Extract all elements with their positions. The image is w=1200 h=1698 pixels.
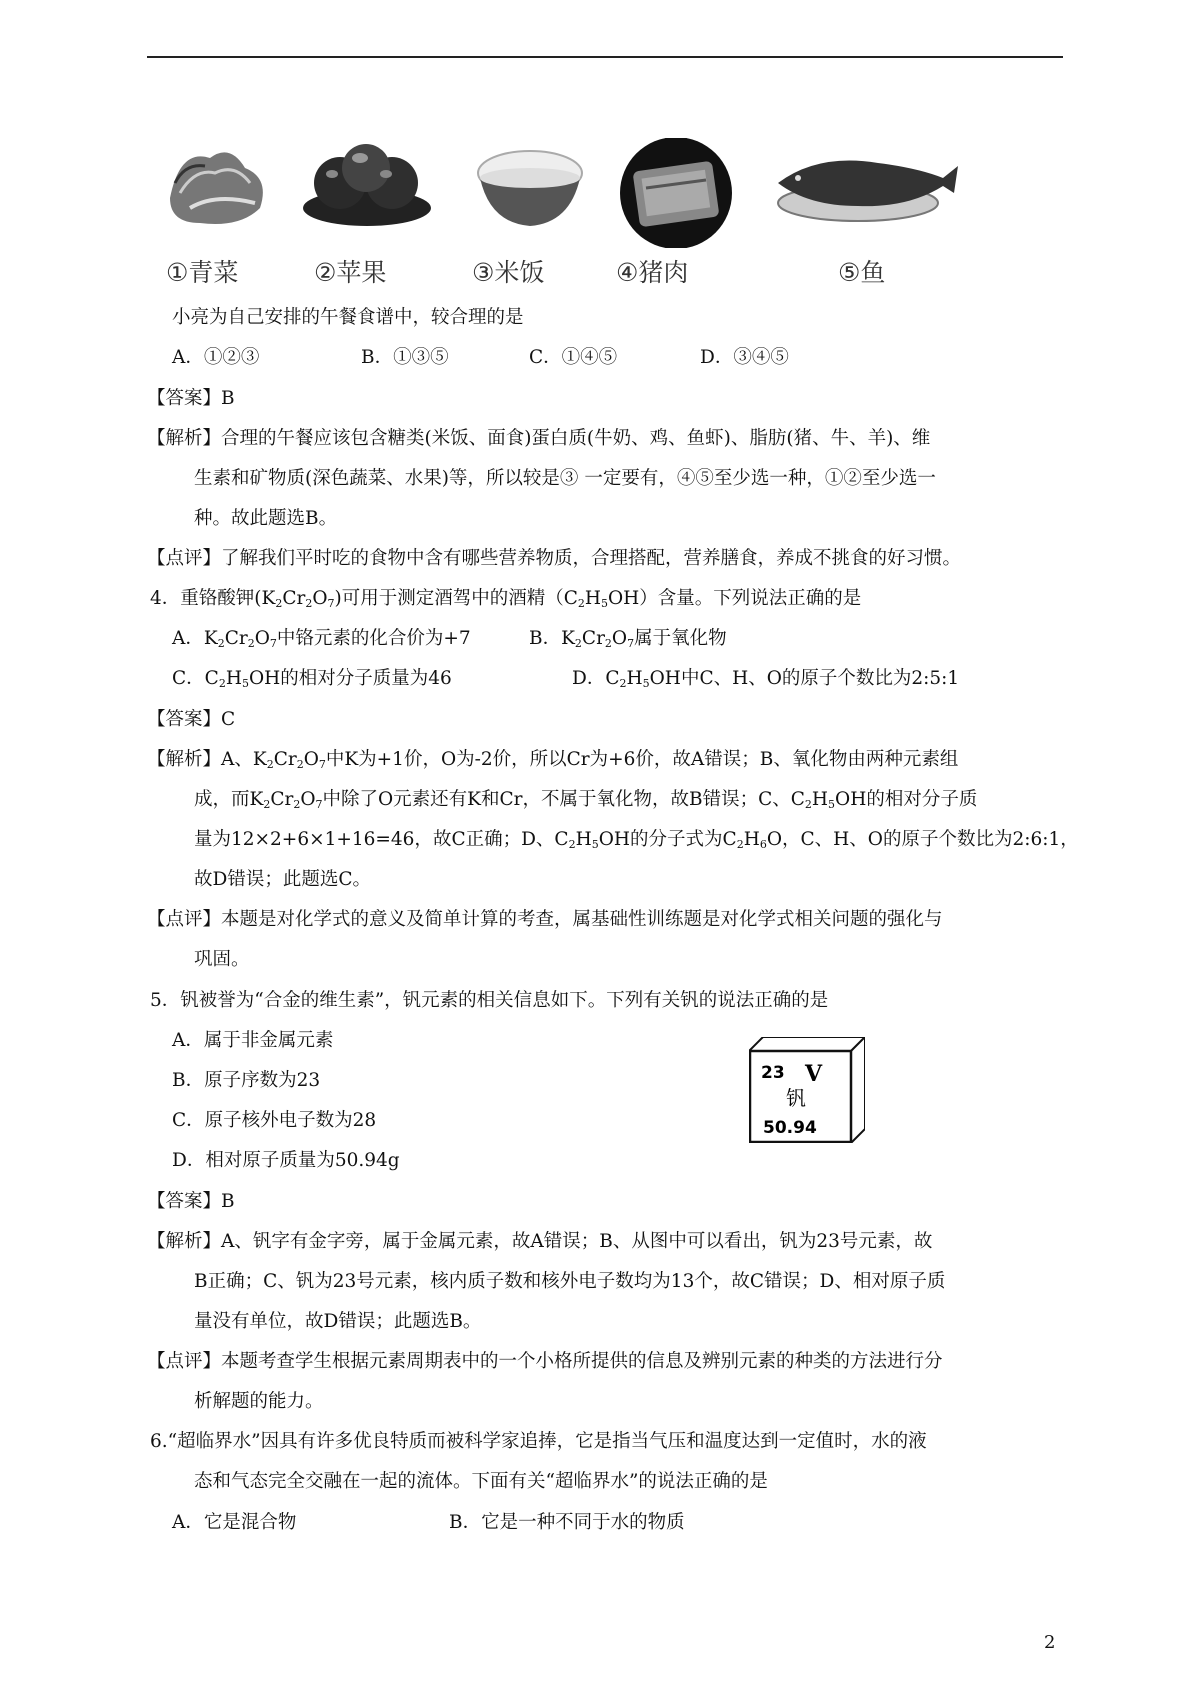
q5-stem: 5．钒被誉为“合金的维生素”，钒元素的相关信息如下。下列有关钒的说法正确的是 <box>150 990 829 1011</box>
q5-option-c: C．原子核外电子数为28 <box>172 1110 377 1131</box>
vanadium-element-box <box>749 1037 865 1143</box>
q4-option-d: D．$C_2H_5OH$中C、H、O的原子个数比为2:5:1 <box>572 668 960 690</box>
q4-analysis-line-2: 成，而$K_2Cr_2O_7$中除了O元素还有K和Cr，不属于氧化物，故B错误；C、$C_2H_5OH$的相对分子质 <box>194 789 978 811</box>
q5-option-d: D．相对原子质量为50.94g <box>172 1150 400 1171</box>
q3-option-a: A．①②③ <box>172 347 260 368</box>
q3-comment: 【点评】了解我们平时吃的食物中含有哪些营养物质，合理搭配，营养膳食，养成不挑食的好习惯。 <box>147 548 962 569</box>
q5-comment-line-2: 析解题的能力。 <box>194 1391 324 1412</box>
apples-icon <box>300 138 435 287</box>
q4-analysis-line-4: 故D错误；此题选C。 <box>194 869 371 890</box>
q3-answer: 【答案】B <box>147 388 235 409</box>
q3-stem: 小亮为自己安排的午餐食谱中，较合理的是 <box>172 307 524 328</box>
q6-stem-line-2: 态和气态完全交融在一起的流体。下面有关“超临界水”的说法正确的是 <box>194 1471 768 1492</box>
food-picture-row <box>160 138 1060 298</box>
q5-analysis-line-3: 量没有单位，故D错误；此题选B。 <box>194 1311 482 1332</box>
q3-option-d: D．③④⑤ <box>700 347 789 368</box>
element-mass: 50.94 <box>763 1118 817 1138</box>
q3-analysis-line-3: 种。故此题选B。 <box>194 508 338 529</box>
q5-option-b: B．原子序数为23 <box>172 1070 321 1091</box>
q5-option-a: A．属于非金属元素 <box>172 1030 334 1051</box>
q4-comment-line-1: 【点评】本题是对化学式的意义及简单计算的考查，属基础性训练题是对化学式相关问题的强化与 <box>147 909 943 930</box>
q3-analysis-line-1: 【解析】合理的午餐应该包含糖类(米饭、面食)蛋白质(牛奶、鸡、鱼虾)、脂肪(猪、牛、羊)、维 <box>147 428 931 449</box>
q3-option-c: C．①④⑤ <box>529 347 618 368</box>
page-number: 2 <box>1044 1632 1056 1653</box>
q5-analysis-line-1: 【解析】A、钒字有金字旁，属于金属元素，故A错误；B、从图中可以看出，钒为23号元素，故 <box>147 1231 933 1252</box>
q3-option-b: B．①③⑤ <box>361 347 449 368</box>
q4-analysis-line-3: 量为12×2+6×1+16=46，故C正确；D、$C_2H_5OH$的分子式为$C_2H_6O$，C、H、O的原子个数比为2:6:1， <box>194 829 1079 851</box>
q6-option-b: B．它是一种不同于水的物质 <box>449 1512 685 1533</box>
element-symbol: V <box>805 1061 823 1087</box>
q4-comment-line-2: 巩固。 <box>194 949 250 970</box>
q4-option-a: A．$K_2Cr_2O_7$中铬元素的化合价为+7 <box>172 628 471 650</box>
q4-analysis-line-1: 【解析】A、$K_2Cr_2O_7$中K为+1价，O为-2价，所以Cr为+6价，故A错误；B、氧化物由两种元素组 <box>147 749 959 771</box>
food-label-pork: ④猪肉 <box>616 258 689 287</box>
food-label-fish: ⑤鱼 <box>838 258 886 287</box>
pork-icon <box>616 138 736 287</box>
q4-answer: 【答案】C <box>147 709 236 730</box>
q5-answer: 【答案】B <box>147 1191 235 1212</box>
q4-stem: 4．重铬酸钾$(K_2Cr_2O_7)$可用于测定酒驾中的酒精$(C_2H_5OH)$含量。下列说法正确的是 <box>150 588 862 610</box>
element-number: 23 <box>761 1063 785 1083</box>
food-label-greens: ①青菜 <box>166 258 239 287</box>
q5-comment-line-1: 【点评】本题考查学生根据元素周期表中的一个小格所提供的信息及辨别元素的种类的方法进行分 <box>147 1351 943 1372</box>
q4-option-b: B．$K_2Cr_2O_7$属于氧化物 <box>529 628 727 650</box>
rice-bowl-icon <box>470 138 590 287</box>
fish-icon <box>758 138 958 287</box>
greens-icon <box>160 138 275 287</box>
q3-analysis-line-2: 生素和矿物质(深色蔬菜、水果)等，所以较是③ 一定要有，④⑤至少选一种，①②至少选一 <box>194 468 936 489</box>
q6-stem-line-1: 6.“超临界水”因具有许多优良特质而被科学家追捧，它是指当气压和温度达到一定值时，水的液 <box>150 1431 927 1452</box>
q4-option-c: C．$C_2H_5OH$的相对分子质量为46 <box>172 668 452 690</box>
header-rule <box>147 56 1063 58</box>
q5-analysis-line-2: B正确；C、钒为23号元素，核内质子数和核外电子数均为13个，故C错误；D、相对原子质 <box>194 1271 946 1292</box>
q6-option-a: A．它是混合物 <box>172 1512 297 1533</box>
food-label-rice: ③米饭 <box>472 258 545 287</box>
food-label-apples: ②苹果 <box>314 258 387 287</box>
element-name: 钒 <box>786 1086 806 1110</box>
